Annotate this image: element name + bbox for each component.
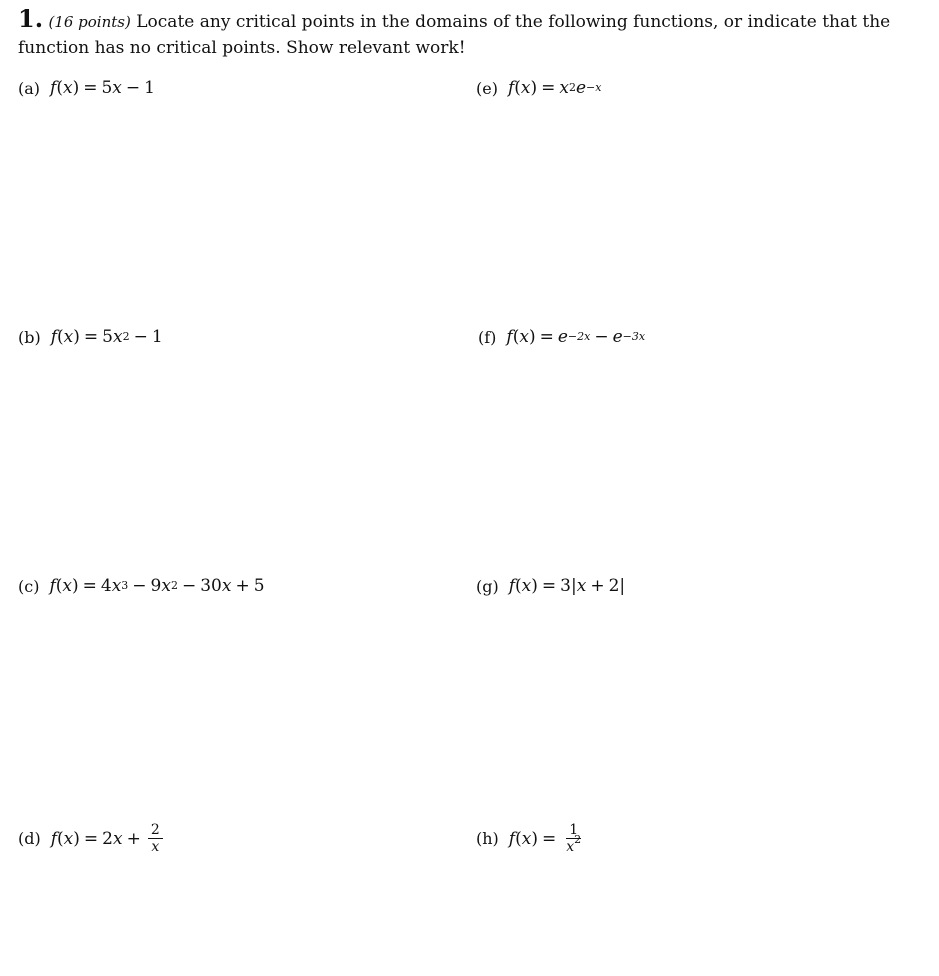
part-e-function: f ( x ) = x 2 e −x (507, 78, 602, 98)
part-d-fraction: $\frac{2}{x}$ (148, 822, 163, 855)
part-a-function: f ( x ) = 5 x − 1 (50, 78, 155, 98)
part-g-function: f ( x ) = 3 | x + 2 | (508, 576, 626, 596)
problem-instructions: Locate any critical points in the domains of the following functions, or indicate that the function has no critical points. Show relevant work! (18, 12, 891, 58)
part-h-fraction: $\frac{1}{x^2}$ (566, 822, 582, 855)
part-b (18, 327, 163, 347)
part-h (476, 822, 584, 855)
part-f-function: f ( x ) = e −2x − e −3x (506, 327, 646, 347)
part-b-label: (b) (18, 327, 41, 347)
part-e-label: (e) (476, 78, 498, 98)
part-g (476, 576, 625, 596)
part-b-function: f ( x ) = 5 x 2 − 1 (50, 327, 163, 347)
part-d-label: (d) (18, 829, 41, 848)
part-c-function: f ( x ) = 4 x 3 − 9 x 2 − 30 x + 5 (49, 576, 265, 596)
part-e (476, 78, 601, 98)
part-c-label: (c) (18, 576, 40, 596)
part-a-label: (a) (18, 78, 41, 98)
part-d-function: f ( x ) = 2 x + $\frac{2}{x}$ (51, 822, 163, 855)
part-c (18, 576, 265, 596)
part-d (18, 822, 163, 855)
problem-points: (16 points) (48, 13, 131, 31)
problem-number: 1. (18, 4, 44, 33)
part-h-function: f ( x ) = $\frac{1}{x^2}$ (509, 822, 584, 855)
part-a (18, 78, 155, 98)
part-f (478, 327, 645, 347)
problem-header (18, 6, 923, 61)
part-f-label: (f) (478, 327, 497, 347)
part-h-label: (h) (476, 829, 499, 848)
part-g-label: (g) (476, 576, 499, 596)
